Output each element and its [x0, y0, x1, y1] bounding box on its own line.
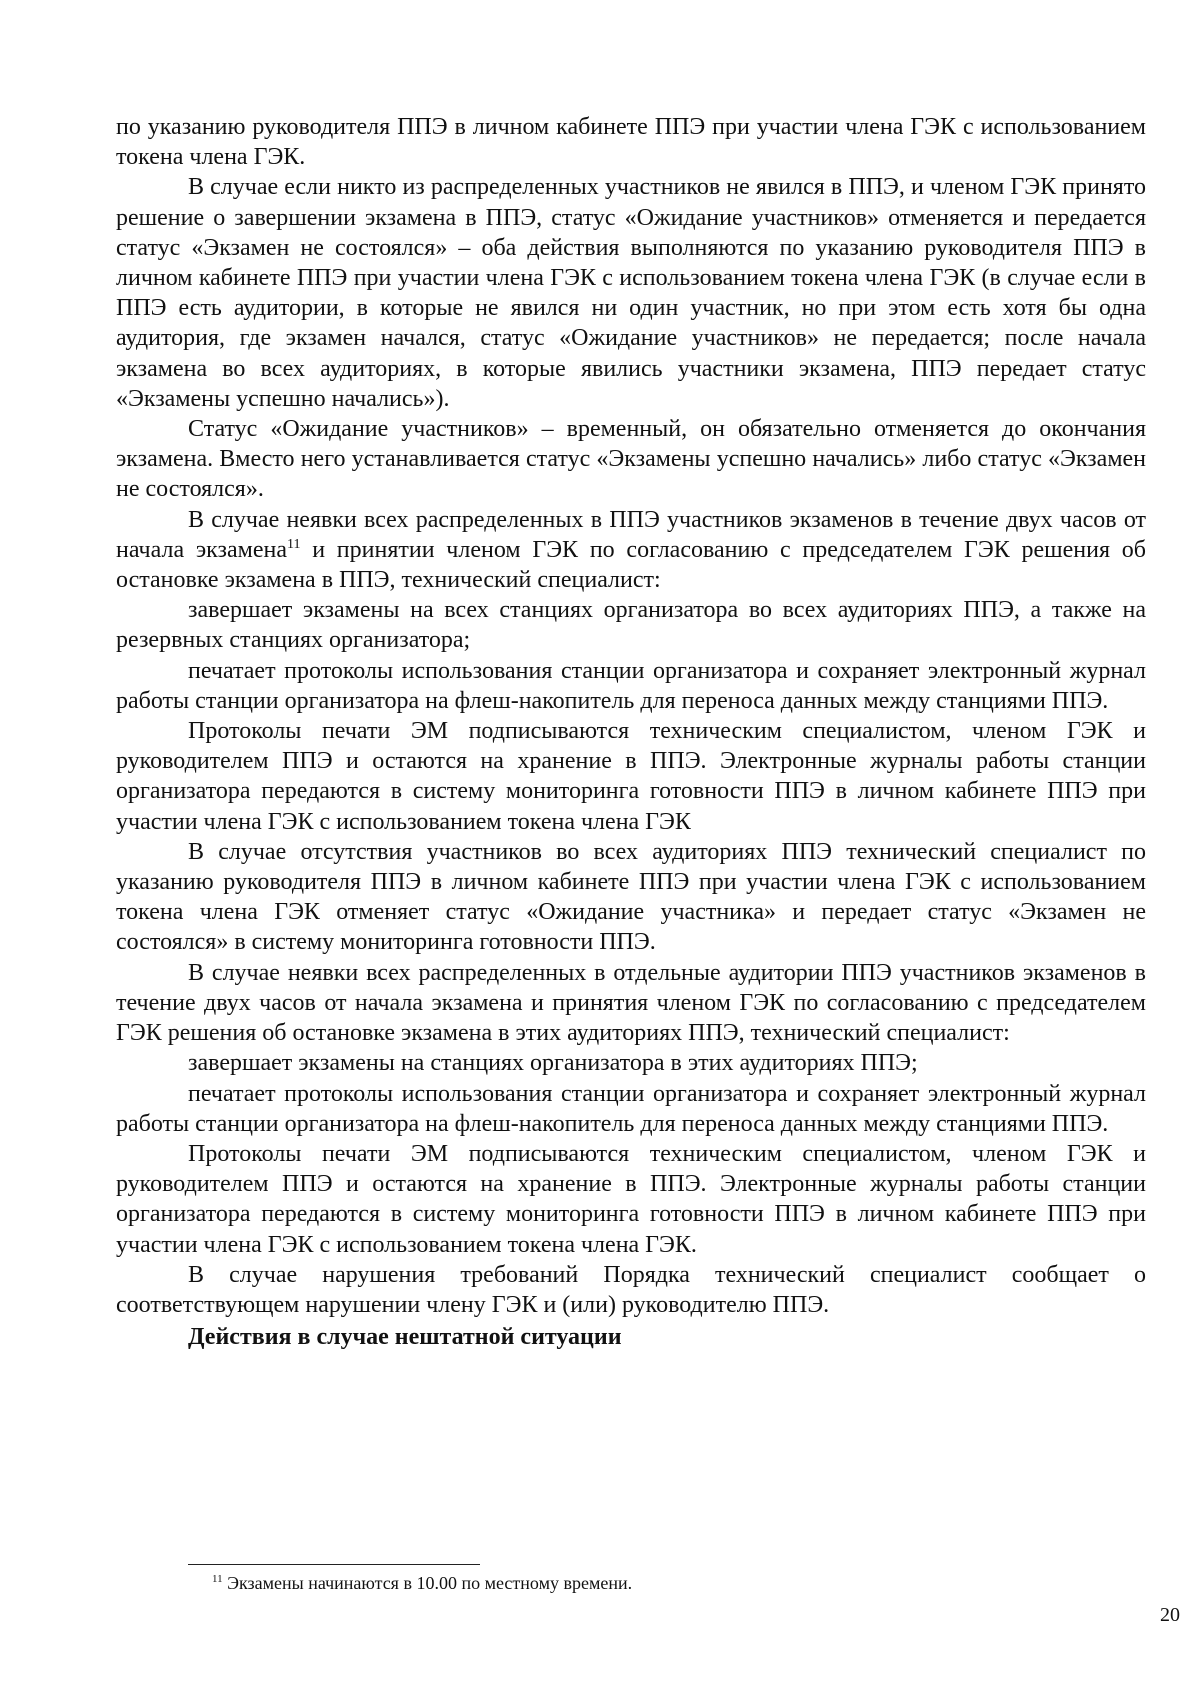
- page-number: 20: [1160, 1604, 1180, 1626]
- footnote-text: Экзамены начинаются в 10.00 по местному времени.: [222, 1573, 633, 1593]
- paragraph: В случае неявки всех распределенных в отдельные аудитории ППЭ участников экзаменов в течение двух часов от начала экзамена и принятия членом ГЭК по согласованию с председателем ГЭК решения об остановке экзамена в этих аудиториях ППЭ, технический специалист:: [116, 959, 1146, 1047]
- footnote: [212, 1572, 1012, 1594]
- paragraph-text-after: и принятии членом ГЭК по согласованию с председателем ГЭК решения об остановке экзамена в ППЭ, технический специалист:: [116, 536, 1146, 594]
- paragraph: печатает протоколы использования станции организатора и сохраняет электронный журнал работы станции организатора на флеш-накопитель для переноса данных между станциями ППЭ.: [116, 1080, 1146, 1137]
- paragraph: печатает протоколы использования станции организатора и сохраняет электронный журнал работы станции организатора на флеш-накопитель для переноса данных между станциями ППЭ.: [116, 657, 1146, 714]
- section-heading: Действия в случае нештатной ситуации: [188, 1324, 622, 1351]
- footnote-separator: [188, 1564, 480, 1565]
- paragraph: Протоколы печати ЭМ подписываются техническим специалистом, членом ГЭК и руководителем ППЭ и остаются на хранение в ППЭ. Электронные журналы работы станции организатора передаются в систему мониторинга готовности ППЭ в личном кабинете ППЭ при участии члена ГЭК с использованием токена члена ГЭК.: [116, 1140, 1146, 1258]
- paragraph: завершает экзамены на всех станциях организатора во всех аудиториях ППЭ, а также на резервных станциях организатора;: [116, 597, 1146, 654]
- paragraph: Протоколы печати ЭМ подписываются техническим специалистом, членом ГЭК и руководителем ППЭ и остаются на хранение в ППЭ. Электронные журналы работы станции организатора передаются в систему мониторинга готовности ППЭ в личном кабинете ППЭ при участии члена ГЭК с использованием токена члена ГЭК: [116, 718, 1146, 835]
- footnote-reference[interactable]: 11: [286, 536, 301, 552]
- paragraph-with-footnote: [116, 505, 1146, 596]
- paragraph: В случае нарушения требований Порядка технический специалист сообщает о соответствующем нарушении члену ГЭК и (или) руководителю ППЭ.: [116, 1261, 1146, 1318]
- footnote-number: 11: [212, 1573, 223, 1585]
- paragraph: В случае отсутствия участников во всех аудиториях ППЭ технический специалист по указанию руководителя ППЭ в личном кабинете ППЭ при участии члена ГЭК с использованием токена члена ГЭК отменяет статус «Ожидание участника» и передает статус «Экзамен не состоялся» в систему мониторинга готовности ППЭ.: [116, 838, 1146, 956]
- paragraph: В случае если никто из распределенных участников не явился в ППЭ, и членом ГЭК принято решение о завершении экзамена в ППЭ, статус «Ожидание участников» отменяется и передается статус «Экзамен не состоялся» – оба действия выполняются по указанию руководителя ППЭ в личном кабинете ППЭ при участии члена ГЭК с использованием токена члена ГЭК (в случае если в ППЭ есть аудитории, в которые не явился ни один участник, но при этом есть хотя бы одна аудитория, где экзамен начался, статус «Ожидание участников» не передается; после начала экзамена во всех аудиториях, в которые явились участники экзамена, ППЭ передает статус «Экзамены успешно начались»).: [116, 174, 1146, 412]
- paragraph: Статус «Ожидание участников» – временный, он обязательно отменяется до окончания экзамена. Вместо него устанавливается статус «Экзамены успешно начались» либо статус «Экзамен не состоялся».: [116, 416, 1146, 503]
- body-text: [116, 112, 1146, 1352]
- paragraph: по указанию руководителя ППЭ в личном кабинете ППЭ при участии члена ГЭК с использованием токена члена ГЭК.: [116, 114, 1146, 171]
- paragraph-text-before: В случае неявки всех распределенных в ППЭ участников экзаменов в течение двух часов от начала экзамена: [116, 506, 1146, 563]
- paragraph: завершает экзамены на станциях организатора в этих аудиториях ППЭ;: [188, 1050, 918, 1077]
